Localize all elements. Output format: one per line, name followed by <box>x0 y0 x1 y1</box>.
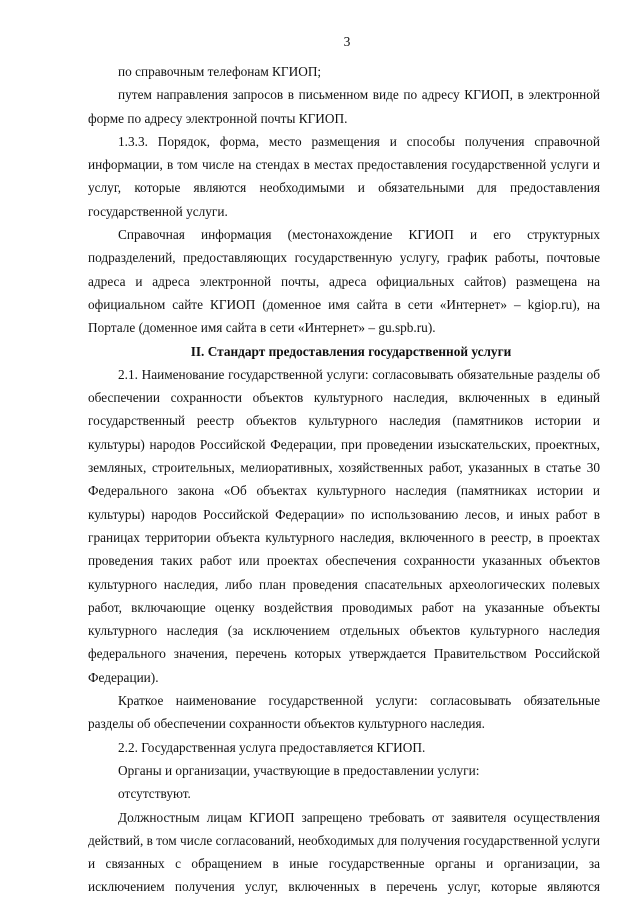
paragraph-written-request: путем направления запросов в письменном виде по адресу КГИОП, в электронной форме по адресу электронной почты КГИОП. <box>88 87 600 126</box>
paragraph-phone: по справочным телефонам КГИОП; <box>118 64 322 79</box>
paragraph-1-3-3: 1.3.3. Порядок, форма, место размещения и способы получения справочной информации, в том числе на стендах в местах предоставления государственной услуги и услуг, которые являются необходимыми и обязательными для предоставления государственной услуги. <box>88 133 600 219</box>
paragraph-2-1: 2.1. Наименование государственной услуги: согласовывать обязательные разделы об обеспечении сохранности объектов культурного наследия, включенных в единый государственный реестр объектов культурного наследия (памятников истории и культуры) народов Российской Федерации, при проведении изыскательских, проектных, земляных, строительных, мелиоративных, хозяйственных работ, указанных в статье 30 Федерального закона «Об объектах культурного наследия (памятниках истории и культуры) народов Российской Федерации» по использованию лесов, и иных работ в границах территории объекта культурного наследия, включенного в реестр, в проектах проведения таких работ или проектах обеспечения сохранности указанных объектов культурного наследия, либо план проведения спасательных археологических полевых работ, включающие оценку воздействия проводимых работ на указанные объекты культурного наследия (за исключением отдельных объектов культурного наследия федерального значения, перечень которых утверждается Правительством Российской Федерации). <box>88 366 600 685</box>
paragraph-reference-info: Справочная информация (местонахождение КГИОП и его структурных подразделений, предоставляющих государственную услугу, график работы, почтовые адреса и адреса электронной почты, адреса официальных сайтов) размещена на официальном сайте КГИОП (доменное имя сайта в сети «Интернет» – kgiop.ru), на Портале (доменное имя сайта в сети «Интернет» – gu.spb.ru). <box>88 227 600 336</box>
paragraph-prohibition: Должностным лицам КГИОП запрещено требовать от заявителя осуществления действий, в том числе согласований, необходимых для получения государственной услуги и связанных с обращением в иные государственные органы и организации, за исключением получения услуг, включенных в перечень услуг, которые являются <box>88 809 601 895</box>
section-heading: II. Стандарт предоставления государственной услуги <box>190 343 512 359</box>
paragraph-2-2: 2.2. Государственная услуга предоставляется КГИОП. <box>118 739 426 755</box>
paragraph-participating-organs: Органы и организации, участвующие в предоставлении услуги: <box>118 762 480 778</box>
paragraph-absent: отсутствуют. <box>118 786 191 802</box>
paragraph-short-name: Краткое наименование государственной услуги: согласовывать обязательные разделы об обеспечении сохранности объектов культурного наследия. <box>88 693 600 732</box>
page-number: 3 <box>343 34 351 49</box>
